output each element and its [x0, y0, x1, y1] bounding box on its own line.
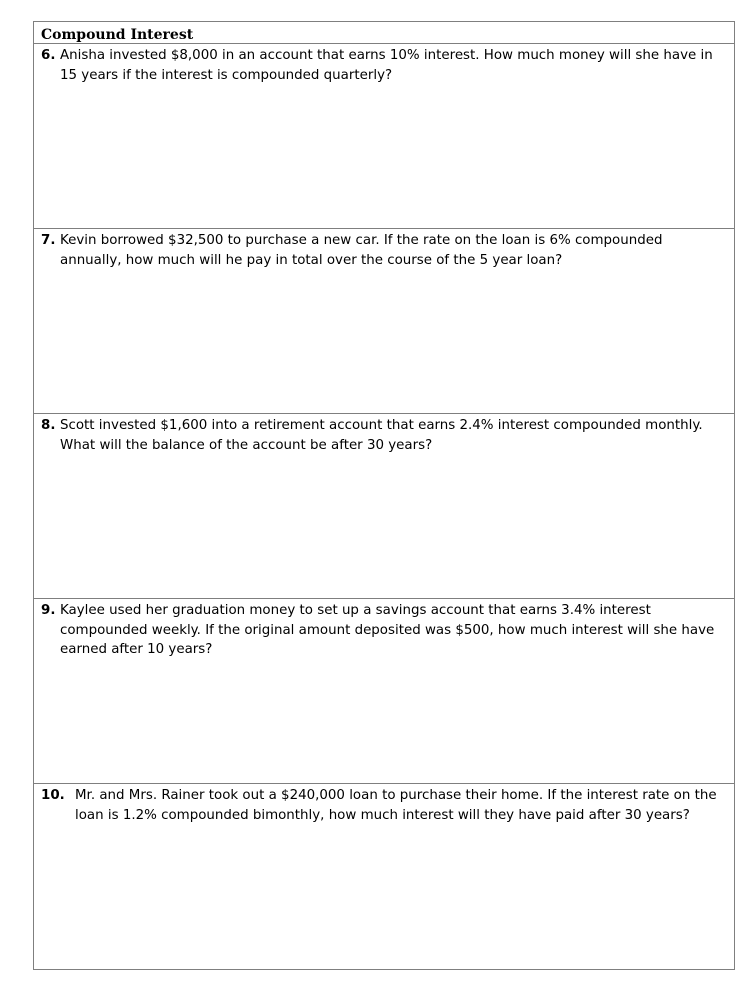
problem-number: 9. [41, 603, 56, 618]
worksheet-table [33, 21, 735, 970]
problem-8 [34, 414, 734, 599]
problem-text [41, 46, 728, 85]
problem-text [41, 601, 728, 660]
problem-text [41, 231, 728, 270]
worksheet-title: Compound Interest [41, 27, 194, 43]
problem-question: Kevin borrowed $32,500 to purchase a new car. If the rate on the loan is 6% compounded annually, how much will he pay in total over the course of the 5 year loan? [60, 233, 663, 268]
problem-question: Anisha invested $8,000 in an account that earns 10% interest. How much money will she have in 15 years if the interest is compounded quarterly? [60, 48, 713, 83]
problem-question: Kaylee used her graduation money to set up a savings account that earns 3.4% interest compounded weekly. If the original amount deposited was $500, how much interest will she have earned after 10 years? [60, 603, 715, 657]
problem-6 [34, 44, 734, 229]
problem-7 [34, 229, 734, 414]
problem-text [41, 416, 728, 455]
problem-question: Scott invested $1,600 into a retirement account that earns 2.4% interest compounded monthly. What will the balance of the account be after 30 years? [60, 418, 703, 453]
problem-number: 6. [41, 48, 56, 63]
problem-text [41, 786, 728, 825]
header-row [34, 22, 734, 44]
problem-number: 8. [41, 418, 56, 433]
problem-question: Mr. and Mrs. Rainer took out a $240,000 loan to purchase their home. If the interest rate on the loan is 1.2% compounded bimonthly, how much interest will they have paid after 30 years? [75, 788, 717, 823]
problem-number: 10. [41, 788, 65, 803]
problem-10 [34, 784, 734, 969]
problem-number: 7. [41, 233, 56, 248]
problem-9 [34, 599, 734, 784]
